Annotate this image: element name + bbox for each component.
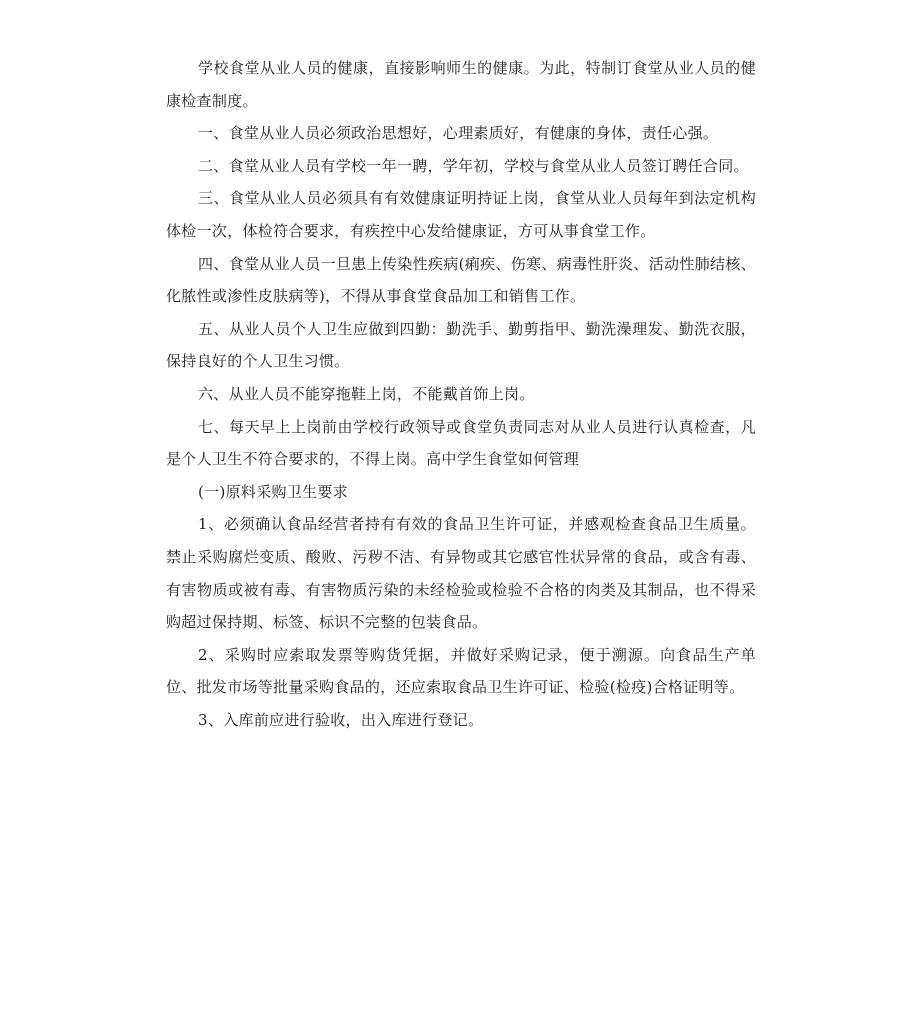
paragraph-intro: 学校食堂从业人员的健康，直接影响师生的健康。为此，特制订食堂从业人员的健康检查制度。 (166, 59, 756, 110)
paragraph-procurement-2: 2、采购时应索取发票等购货凭据，并做好采购记录，便于溯源。向食品生产单位、批发市场等批量采购食品的，还应索取食品卫生许可证、检验(检疫)合格证明等。 (166, 645, 756, 697)
paragraph-rule-3: 三、食堂从业人员必须具有有效健康证明持证上岗，食堂从业人员每年到法定机构体检一次，体检符合要求，有疾控中心发给健康证，方可从事食堂工作。 (166, 189, 756, 240)
paragraph-rule-7: 七、每天早上上岗前由学校行政领导或食堂负责同志对从业人员进行认真检查，凡是个人卫生不符合要求的，不得上岗。高中学生食堂如何管理 (166, 417, 756, 469)
paragraph-procurement-1: 1、必须确认食品经营者持有有效的食品卫生许可证，并感观检查食品卫生质量。禁止采购腐烂变质、酸败、污秽不洁、有异物或其它感官性状异常的食品，或含有毒、有害物质或被有毒、有害物质污染的未经检验或检验不合格的肉类及其制品，也不得采购超过保持期、标签、标识不完整的包装食品。 (166, 515, 756, 632)
section-heading-procurement: (一)原料采购卫生要求 (198, 482, 349, 501)
paragraph-rule-4: 四、食堂从业人员一旦患上传染性疾病(痢疾、伤寒、病毒性肝炎、活动性肺结核、化脓性或渗性皮肤病等)，不得从事食堂食品加工和销售工作。 (166, 254, 756, 306)
paragraph-rule-2: 二、食堂从业人员有学校一年一聘，学年初，学校与食堂从业人员签订聘任合同。 (198, 156, 749, 175)
document-body (166, 52, 756, 736)
paragraph-rule-6: 六、从业人员不能穿拖鞋上岗，不能戴首饰上岗。 (198, 384, 535, 403)
paragraph-rule-1: 一、食堂从业人员必须政治思想好，心理素质好，有健康的身体，责任心强。 (198, 124, 719, 143)
paragraph-rule-5: 五、从业人员个人卫生应做到四勤：勤洗手、勤剪指甲、勤洗澡理发、勤洗衣服，保持良好的个人卫生习惯。 (166, 319, 756, 371)
paragraph-procurement-3: 3、入库前应进行验收，出入库进行登记。 (198, 710, 484, 729)
